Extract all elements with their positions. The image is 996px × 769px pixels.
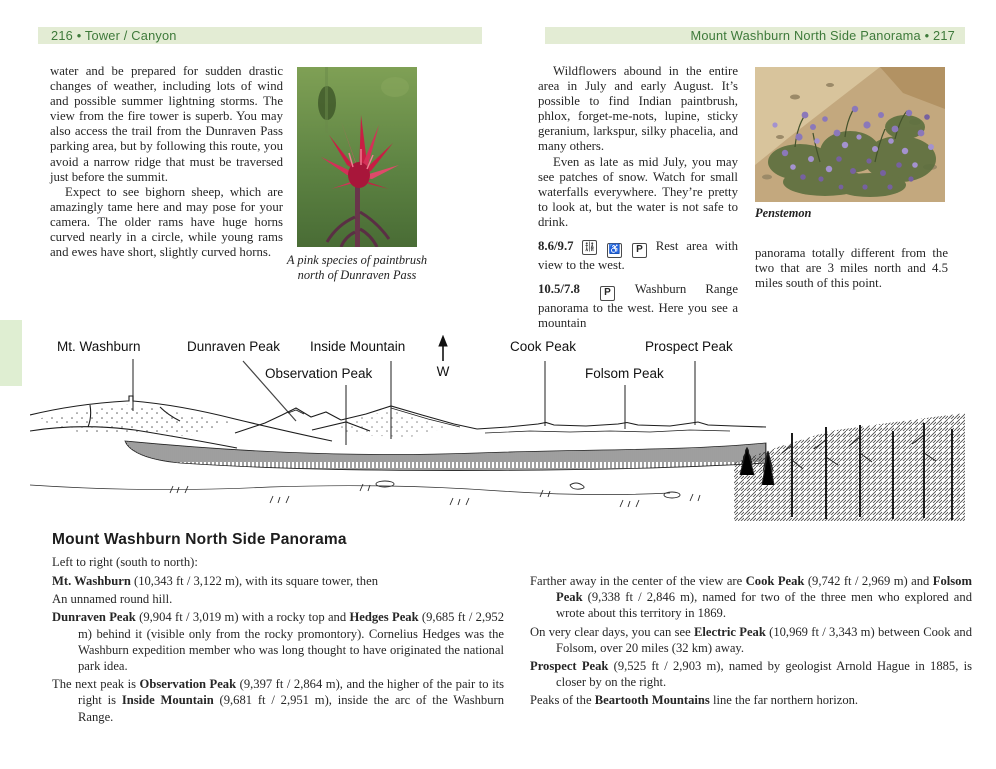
paragraph: Expect to see bighorn sheep, which are amazingly tame here and may pose for your camera. The older rams have huge horns curved nearly in a circle, while young rams and ewes have short, slightly curved horns. <box>50 184 283 260</box>
peak-label-prospect: Prospect Peak <box>645 339 733 354</box>
mileage: 10.5/7.8 <box>538 282 580 297</box>
right-page-column-2 <box>755 246 948 291</box>
entry-text: Washburn Range panorama to the west. Here you see a mountain <box>538 282 739 331</box>
peak-description: Peaks of the Beartooth Mountains line the far northern horizon. <box>530 693 859 708</box>
road-log-entry <box>538 239 738 273</box>
peak-description: The next peak is Observation Peak (9,397 ft / 2,864 m), and the higher of the pair to its right is Inside Mountain (9,681 ft / 2,951 m), inside the arc of the Washburn Range. <box>52 677 505 724</box>
paragraph: Even as late as mid July, you may see patches of snow. Watch for small waterfalls everywhere. They’re pretty to look at, but the water is not safe to drink. <box>538 154 738 229</box>
peak-label-inside-mountain: Inside Mountain <box>310 339 406 354</box>
running-head-right: Mount Washburn North Side Panorama • 217 <box>545 27 965 44</box>
peak-label-observation: Observation Peak <box>265 366 373 381</box>
panorama <box>30 335 965 530</box>
peak-description: Mt. Washburn (10,343 ft / 3,122 m), with its square tower, then <box>52 574 378 588</box>
panorama-description-left <box>52 573 504 727</box>
parking-icon: P <box>600 286 615 301</box>
paintbrush-photo <box>297 67 417 247</box>
photo-caption: A pink species of paintbrush north of Dunraven Pass <box>286 253 428 282</box>
peak-description: Prospect Peak (9,525 ft / 2,903 m), named by geologist Arnold Hague in 1885, is closer by on the right. <box>530 659 972 690</box>
running-head-left: 216 • Tower / Canyon <box>38 27 482 44</box>
parking-icon: P <box>632 243 647 258</box>
peak-description: Farther away in the center of the view are Cook Peak (9,742 ft / 2,969 m) and Folsom Peak (9,338 ft / 2,846 m), named for two of the three men who explored and wrote about this territory in 1869. <box>530 574 972 621</box>
compass-label-west: W <box>436 364 450 379</box>
panorama-drawing <box>30 335 965 530</box>
peak-label-mt-washburn: Mt. Washburn <box>57 339 141 354</box>
entry-text: Rest area with view to the west. <box>538 239 739 273</box>
left-page-text-column <box>50 64 283 260</box>
peak-label-cook: Cook Peak <box>510 339 577 354</box>
photo-caption: Penstemon <box>755 206 812 220</box>
paragraph: Wildflowers abound in the entire area in July and early August. It’s possible to find Indian paintbrush, phlox, forget-me-nots, lupine, sticky geranium, larkspur, silky phacelia, and many others. <box>538 64 738 154</box>
restrooms-icon <box>582 240 597 255</box>
compass-arrow <box>439 336 447 361</box>
peak-description: An unnamed round hill. <box>52 592 173 607</box>
paragraph: water and be prepared for sudden drastic changes of weather, including lots of wind and possible summer lightning storms. The view from the fire tower is superb. You may also access the trail from the Dunraven Pass parking area, but by following this route, you avoid a narrow ridge that must be traversed just before the summit. <box>50 64 283 184</box>
wheelchair-icon: ♿ <box>607 243 622 258</box>
panorama-description-right <box>530 573 972 711</box>
chapter-thumb-tab <box>0 320 22 386</box>
penstemon-photo <box>755 67 945 202</box>
peak-label-dunraven: Dunraven Peak <box>187 339 281 354</box>
peak-description: Dunraven Peak (9,904 ft / 3,019 m) with a rocky top and Hedges Peak (9,685 ft / 2,952 m) behind it (visible only from the rocky promontory). Cornelius Hedges was the Washburn expedition member who was long thought to have originated the national park idea. <box>52 610 504 674</box>
right-page-text-column <box>538 64 738 331</box>
peak-description: On very clear days, you can see Electric Peak (10,969 ft / 3,343 m) between Cook and Folsom, over 20 miles (32 km) away. <box>530 624 973 655</box>
mileage: 8.6/9.7 <box>538 239 574 254</box>
paragraph: panorama totally different from the two that are 3 miles north and 4.5 miles south of this point. <box>755 246 948 291</box>
peak-label-folsom: Folsom Peak <box>585 366 664 381</box>
panorama-section-title: Mount Washburn North Side Panorama <box>52 531 347 548</box>
road-log-entry <box>538 282 738 331</box>
panorama-section-intro: Left to right (south to north): <box>52 555 198 569</box>
